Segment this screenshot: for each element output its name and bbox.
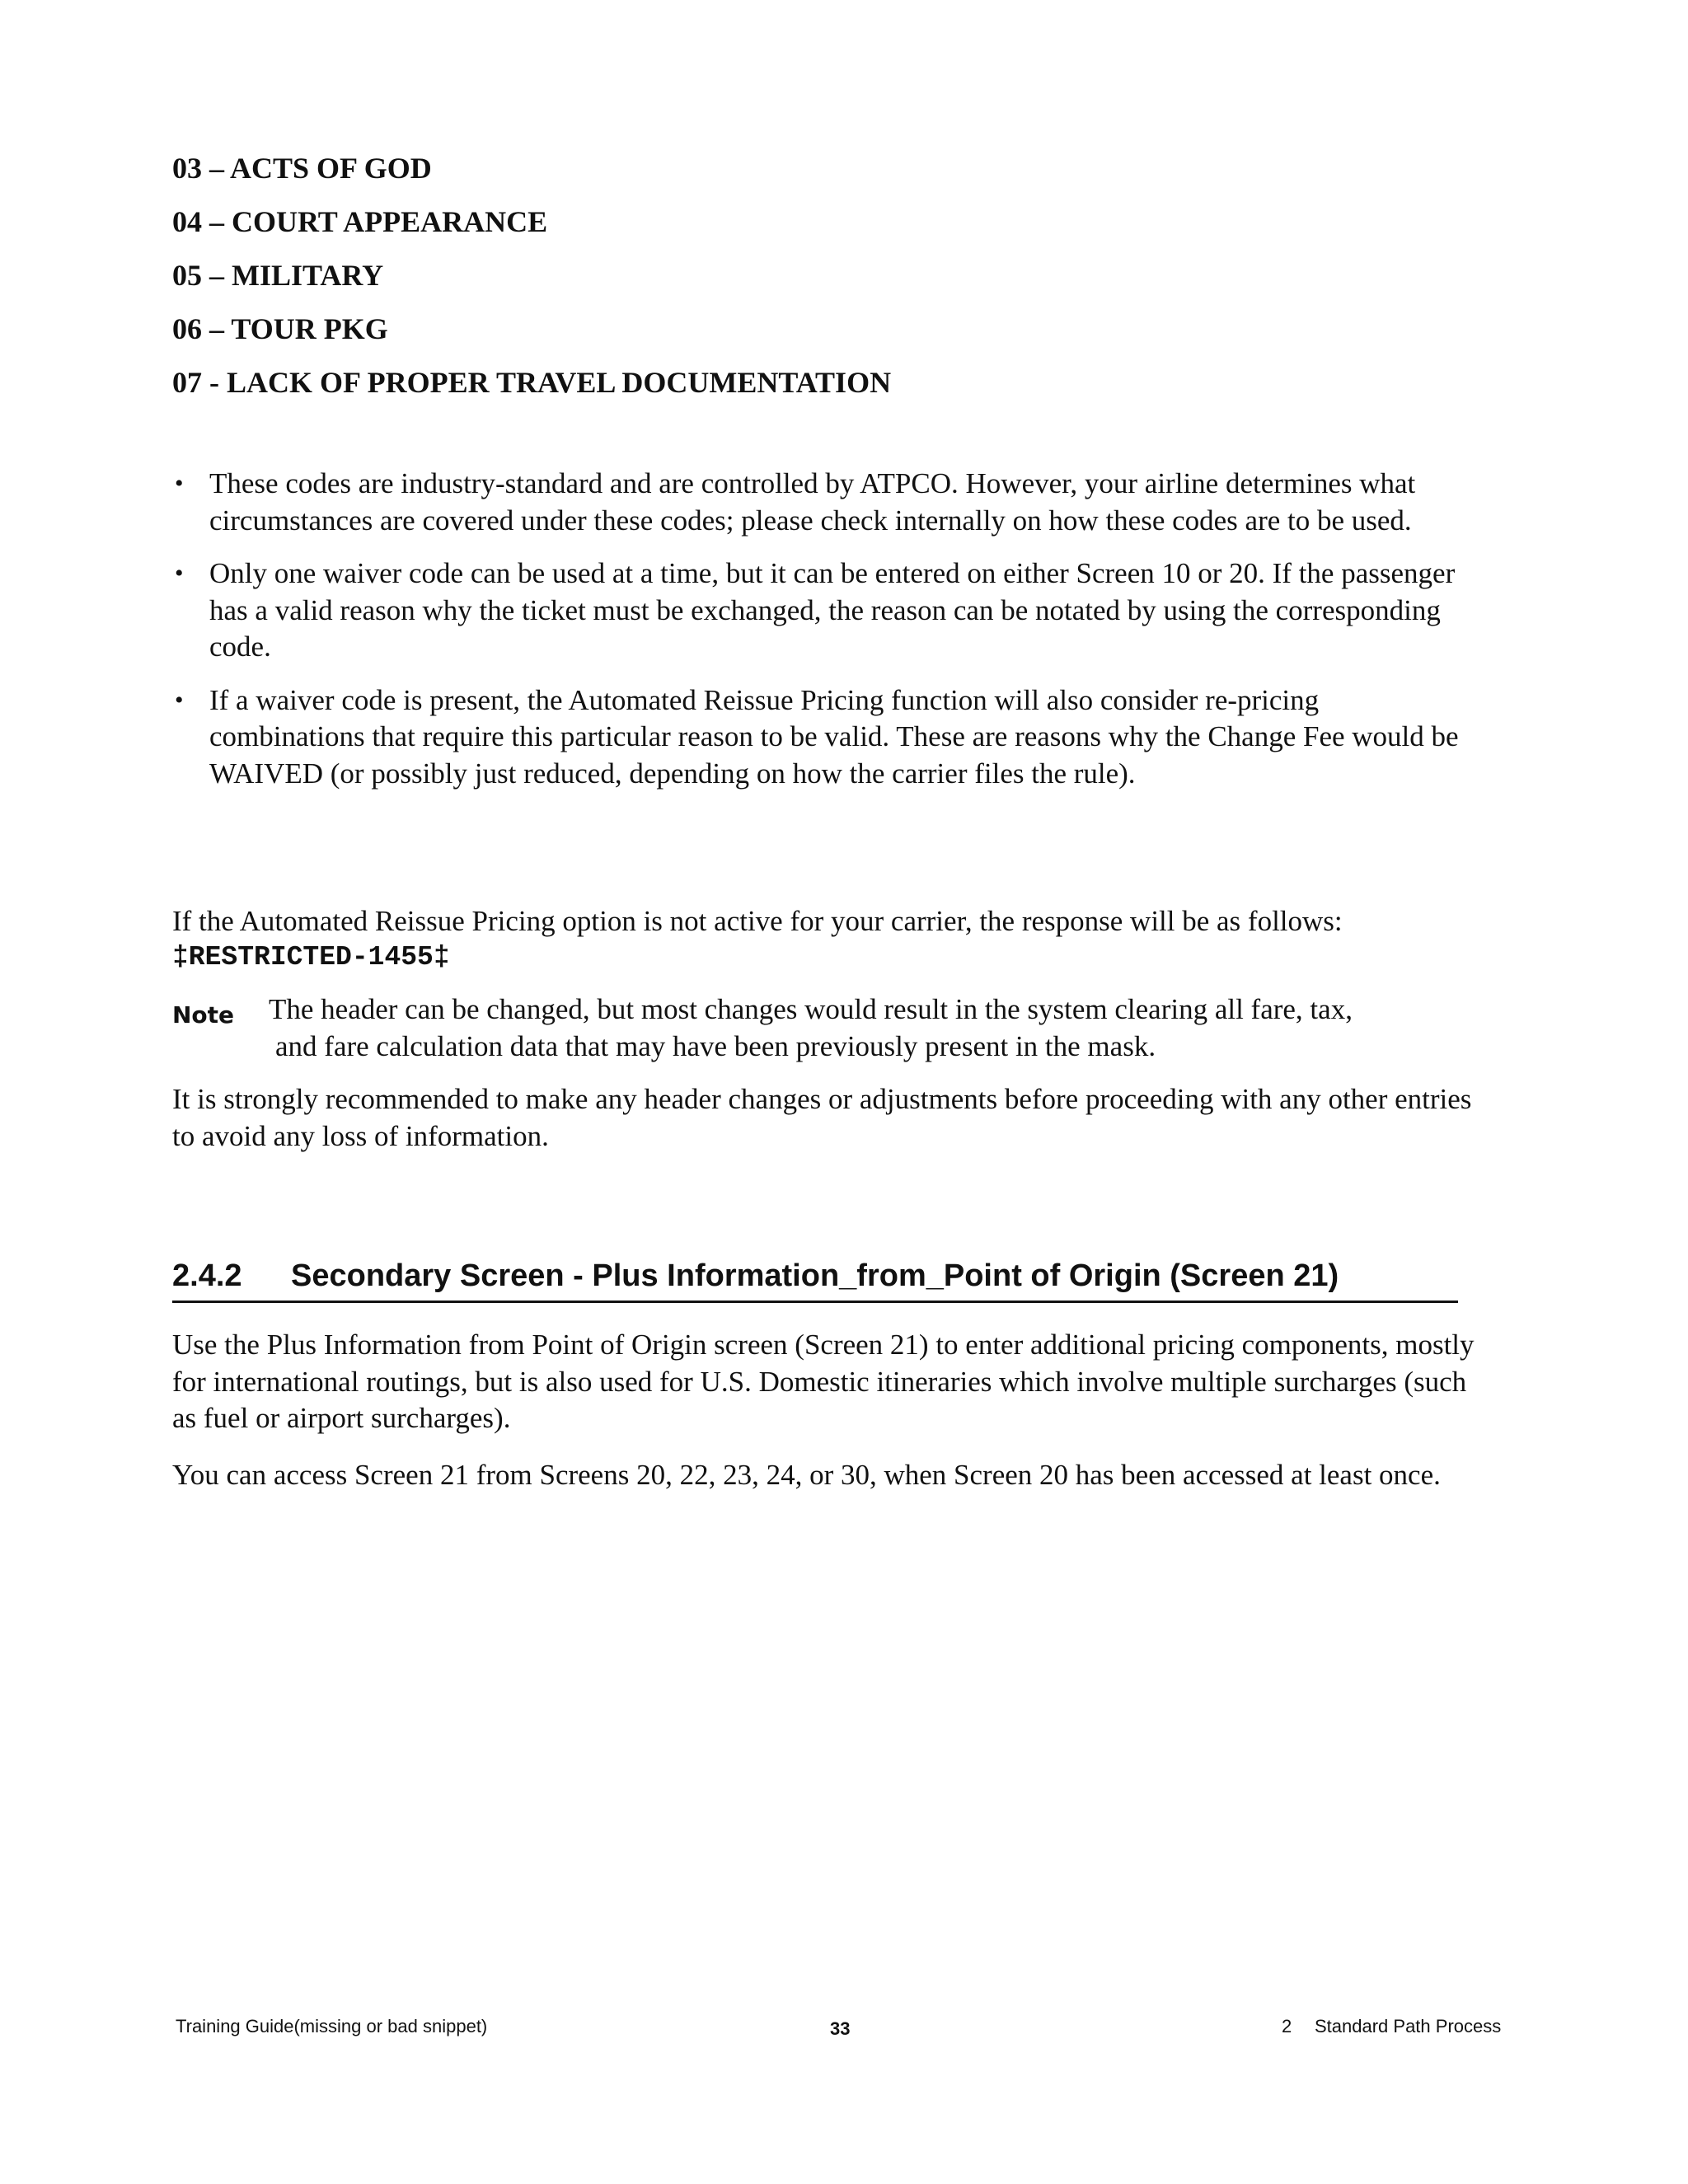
bullet-icon: • xyxy=(175,470,184,497)
waiver-code-item: 06 – TOUR PKG xyxy=(172,312,388,345)
note-text xyxy=(269,991,1456,1065)
bullet-text: These codes are industry-standard and are controlled by ATPCO. However, your airline determines what circumstances are covered under these codes; please check internally on how these codes are to be used. xyxy=(209,467,1416,537)
footer-chapter xyxy=(1282,2014,1501,2039)
restricted-response-code: ‡RESTRICTED-1455‡ xyxy=(172,942,450,972)
bullet-icon: • xyxy=(175,686,184,714)
section-paragraph: You can access Screen 21 from Screens 20, 22, 23, 24, or 30, when Screen 20 has been accessed at least once. xyxy=(172,1459,1441,1491)
recommendation-paragraph: It is strongly recommended to make any header changes or adjustments before proceeding with any other entries to avoid any loss of information. xyxy=(172,1083,1472,1152)
inactive-response-paragraph: If the Automated Reissue Pricing option is not active for your carrier, the response will be as follows: xyxy=(172,905,1343,937)
bullet-item xyxy=(172,466,1466,539)
note-label: Note xyxy=(172,1001,235,1029)
section-title: Secondary Screen - Plus Information_from_Point of Origin (Screen 21) xyxy=(291,1258,1339,1293)
footer-page-number: 33 xyxy=(830,2018,851,2039)
waiver-notes-list xyxy=(172,466,1466,808)
footer-chapter-number: 2 xyxy=(1282,2016,1292,2036)
bullet-item xyxy=(172,682,1466,793)
bullet-item xyxy=(172,555,1466,666)
note-line-2: and fare calculation data that may have been previously present in the mask. xyxy=(275,1029,1156,1062)
footer-chapter-title: Standard Path Process xyxy=(1315,2016,1502,2036)
section-paragraph: Use the Plus Information from Point of Origin screen (Screen 21) to enter additional pricing components, mostly for international routings, but is also used for U.S. Domestic itineraries which involve multiple surcharges (such as fuel or airport surcharges). xyxy=(172,1329,1475,1434)
waiver-code-list xyxy=(172,142,891,410)
footer-guide-title: Training Guide(missing or bad snippet) xyxy=(176,2016,488,2036)
section-heading xyxy=(172,1254,1458,1303)
waiver-code-item: 07 - LACK OF PROPER TRAVEL DOCUMENTATION xyxy=(172,366,892,399)
bullet-text: If a waiver code is present, the Automated Reissue Pricing function will also consider re-pricing combinations that require this particular reason to be valid. These are reasons why the Change Fee would be WAIVED (or possibly just reduced, depending on how the carrier files the rule). xyxy=(209,683,1459,790)
bullet-icon: • xyxy=(175,560,184,587)
section-number: 2.4.2 xyxy=(172,1258,242,1293)
waiver-code-item: 05 – MILITARY xyxy=(172,259,384,292)
waiver-code-item: 04 – COURT APPEARANCE xyxy=(172,205,548,238)
bullet-text: Only one waiver code can be used at a time, but it can be entered on either Screen 10 or 20. If the passenger has a valid reason why the ticket must be exchanged, the reason can be notated by using the corresponding code. xyxy=(209,557,1456,663)
note-line-1: The header can be changed, but most changes would result in the system clearing all fare, tax, xyxy=(269,993,1353,1025)
waiver-code-item: 03 – ACTS OF GOD xyxy=(172,152,432,185)
